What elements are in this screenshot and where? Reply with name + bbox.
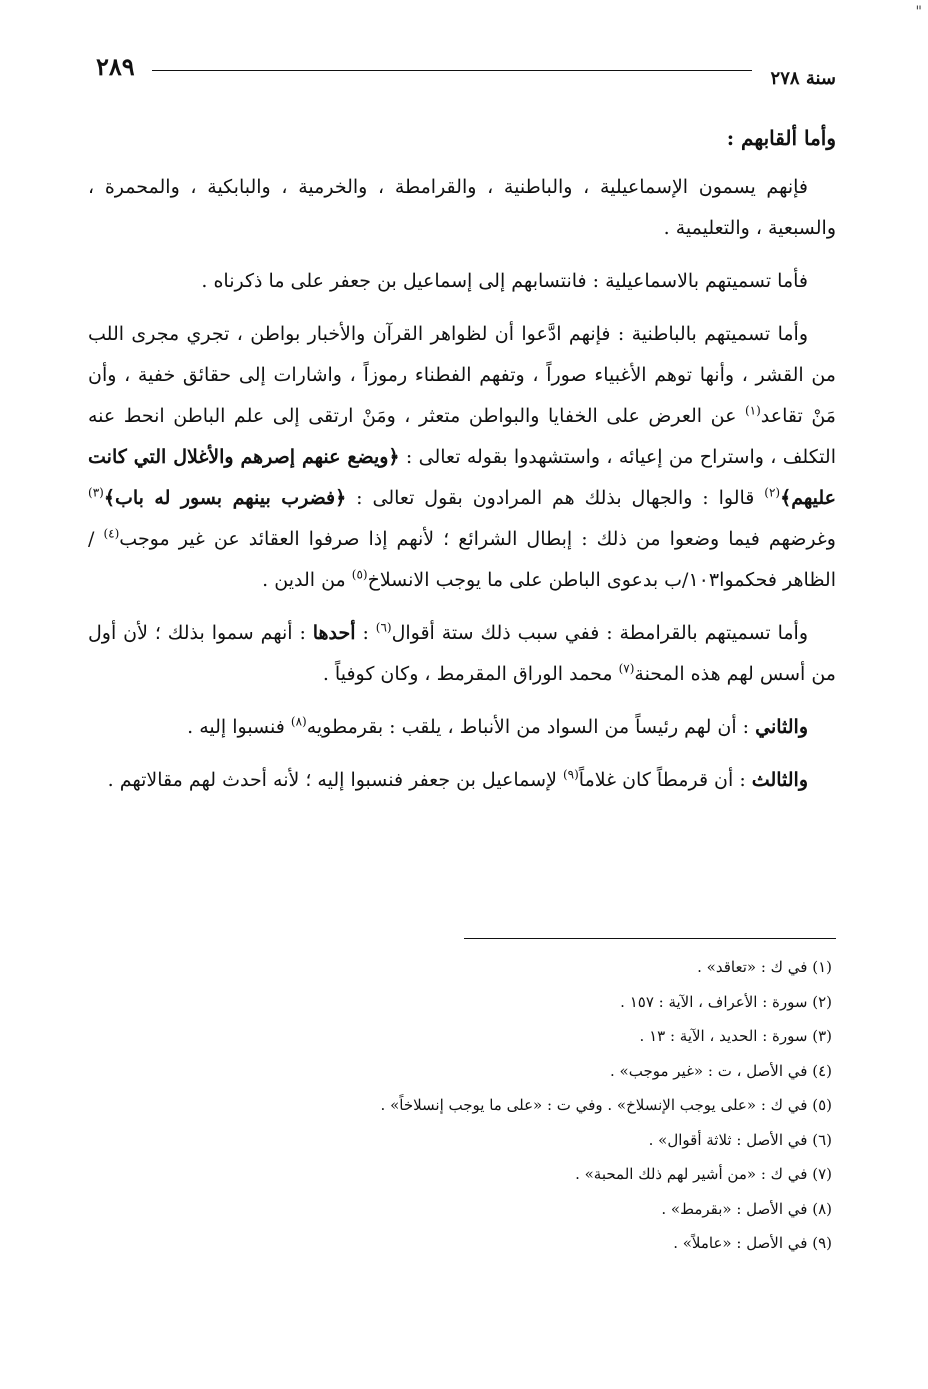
keyword-third: والثالث — [751, 769, 808, 791]
footnote-item: (٢) سورة : الأعراف ، الآية : ١٥٧ . — [620, 992, 832, 1011]
text-run: وأما تسميتهم بالباطنية : فإنهم ادَّعوا أن لظواهر القرآن والأخبار بواطن ، تجري مجرى اللب من القشر ، وأنها توهم الأغبياء صوراً ، وتفهم الفطناء رموزاً ، واشارات إلى حقائق خفية ، وأن مَنْ تقاعد — [88, 323, 836, 427]
footnote-ref-6: (٦) — [375, 620, 392, 635]
footnote-item: (٤) في الأصل ، ت : «غير موجب» . — [610, 1061, 832, 1080]
corner-mark: " — [915, 4, 922, 20]
header-rule — [152, 70, 752, 71]
page-header — [96, 52, 836, 92]
text-run: : أنهم سموا بذلك ؛ لأن أول من أسس لهم هذه المحنة — [88, 622, 836, 685]
keyword-second: والثاني — [755, 716, 808, 738]
text-run: : أن قرمطاً كان غلاماً — [578, 769, 752, 791]
page-number: ٢٨٩ — [96, 52, 135, 81]
keyword-first: أحدها — [312, 622, 356, 644]
footnote-ref-4: (٤) — [103, 526, 120, 541]
text-run: : — [355, 622, 376, 644]
footnote-item: (٩) في الأصل : «عاملاً» . — [673, 1234, 832, 1252]
body-text — [88, 118, 836, 813]
quran-quote: ﴿فضرب بينهم بسور له باب﴾ — [103, 487, 347, 509]
text-run: : أن لهم رئيساً من السواد من الأنباط ، يلقب : بقرمطويه — [306, 716, 756, 738]
footnote-ref-8: (٨) — [290, 714, 307, 729]
paragraph-ismailiyya: فأما تسميتهم بالاسماعيلية : فانتسابهم إلى إسماعيل بن جعفر على ما ذكرناه . — [201, 270, 808, 292]
text-run: من الدين . — [262, 569, 352, 591]
paragraph-titles: فإنهم يسمون الإسماعيلية ، والباطنية ، والقرامطة ، والخرمية ، والبابكية ، والمحمرة ، والسبعية ، والتعليمية . — [88, 176, 836, 239]
running-head-year: سنة ٢٧٨ — [770, 68, 836, 89]
text-run: عن العرض على الخفايا والبواطن متعثر ، ومَنْ ارتقى إلى علم الباطن انحط عنه التكلف ، واستراح من إعيائه ، واستشهدوا بقوله تعالى : — [88, 405, 836, 468]
paragraph-third — [88, 760, 836, 801]
footnote-ref-3: (٣) — [88, 485, 104, 500]
text-run: فنسبوا إليه . — [187, 716, 291, 738]
paragraph-qaramita — [88, 613, 836, 695]
text-run: لإسماعيل بن جعفر فنسبوا إليه ؛ لأنه أحدث لهم مقالاتهم . — [107, 769, 563, 791]
footnote-ref-7: (٧) — [618, 661, 635, 676]
footnote-ref-9: (٩) — [562, 767, 579, 782]
text-run: / الظاهر فحكموا١٠٣/ب بدعوى الباطن على ما يوجب الانسلاخ — [88, 528, 836, 591]
text-run: قالوا : والجهال بذلك هم المرادون بقول تعالى : — [346, 487, 765, 509]
footnote-item: (١) في ك : «تعاقد» . — [697, 958, 832, 976]
footnote-ref-2: (٢) — [764, 485, 781, 500]
footnote-item: (٣) سورة : الحديد ، الآية : ١٣ . — [639, 1027, 832, 1045]
text-run: وأما تسميتهم بالقرامطة : ففي سبب ذلك ستة أقوال — [391, 622, 809, 644]
footnote-item: (٥) في ك : «على يوجب الإنسلاخ» . وفي ت : «على ما يوجب إنسلاخاً» . — [380, 1096, 832, 1114]
paragraph-batiniyya — [88, 314, 836, 601]
footnotes-list — [120, 950, 832, 1261]
footnote-ref-1: (١) — [744, 403, 761, 418]
paragraph-second — [88, 707, 836, 748]
footnote-rule — [464, 938, 836, 939]
footnote-item: (٧) في ك : «من أشير لهم ذلك المحبة» . — [575, 1165, 832, 1183]
footnote-ref-5: (٥) — [351, 567, 368, 582]
section-heading: وأما ألقابهم : — [726, 126, 836, 150]
text-run: وغرضهم فيما وضعوا من ذلك : إبطال الشرائع ؛ لأنهم إذا صرفوا العقائد عن غير موجب — [119, 528, 836, 550]
text-run: محمد الوراق المقرمط ، وكان كوفياً . — [322, 663, 619, 685]
footnote-item: (٦) في الأصل : ثلاثة أقوال» . — [648, 1130, 832, 1149]
footnote-item: (٨) في الأصل : «بقرمط» . — [661, 1199, 832, 1218]
quran-quote: ﴿ويضع عنهم إصرهم والأغلال التي كانت عليهم﴾ — [88, 446, 836, 509]
